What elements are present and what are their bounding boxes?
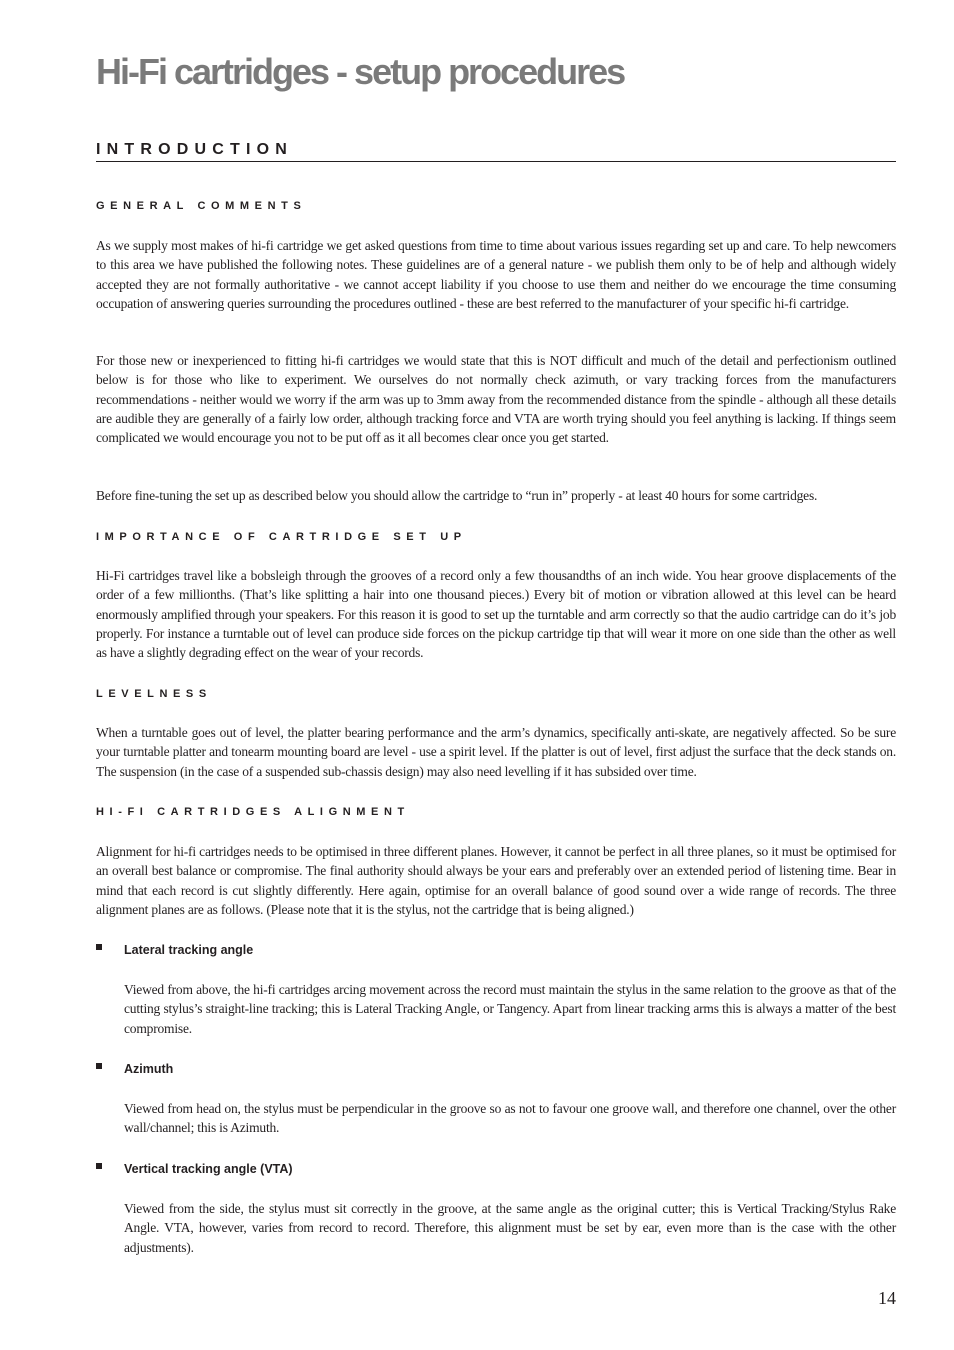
page-number: 14 bbox=[878, 1288, 896, 1308]
subheading-importance-of-setup: IMPORTANCE OF CARTRIDGE SET UP bbox=[96, 531, 467, 543]
bullet-title-vertical-tracking-angle: Vertical tracking angle (VTA) bbox=[124, 1162, 293, 1176]
alignment-paragraph: Alignment for hi-fi cartridges needs to be optimised in three different planes. However, it cannot be perfect in all three planes, so it must be optimised for an overall best balance or compromise. The final authority should always be your ears and preferably over an extended period of listening time. Bear in mind that each record is cut slightly differently. Here again, optimise for an overall balance of good sound over a wide range of records. The three alignment planes are as follows. (Please note that it is the stylus, not the cartridge that is being aligned.) bbox=[96, 844, 896, 917]
levelness-paragraph: When a turntable goes out of level, the platter bearing performance and the arm’s dynamics, specifically anti-skate, are negatively affected. So be sure your turntable platter and tonearm mounting board are level - use a spirit level. If the platter is out of level, first adjust the surface that the deck stands on. The suspension (in the case of a suspended sub-chassis design) may also need levelling if it has subsided over time. bbox=[96, 725, 896, 779]
bullet-square-icon bbox=[96, 944, 102, 950]
page-title: Hi-Fi cartridges - setup procedures bbox=[96, 51, 625, 92]
section-heading-introduction: INTRODUCTION bbox=[96, 140, 896, 162]
subheading-general-comments: GENERAL COMMENTS bbox=[96, 200, 307, 212]
general-comments-paragraph-3: Before fine-tuning the set up as described below you should allow the cartridge to “run in” properly - at least 40 hours for some cartridges. bbox=[96, 488, 818, 503]
subheading-levelness: LEVELNESS bbox=[96, 688, 212, 700]
subheading-alignment: HI-FI CARTRIDGES ALIGNMENT bbox=[96, 806, 410, 818]
bullet-title-azimuth: Azimuth bbox=[124, 1062, 174, 1076]
bullet-title-lateral-tracking-angle: Lateral tracking angle bbox=[124, 943, 254, 957]
general-comments-paragraph-1: As we supply most makes of hi-fi cartridge we get asked questions from time to time about various issues regarding set up and care. To help newcomers to this area we have published the following notes. These guidelines are of a general nature - we publish them only to be of help and although widely accepted they are not formally authoritative - we cannot accept liability if you choose to use them and neither do we encourage the time consuming occupation of answering queries surrounding the procedures outlined - these are best referred to the manufacturer of your specific hi-fi cartridge. bbox=[96, 238, 896, 311]
bullet-square-icon bbox=[96, 1063, 102, 1069]
bullet-square-icon bbox=[96, 1163, 102, 1169]
bullet-text-vertical-tracking-angle: Viewed from the side, the stylus must sit correctly in the groove, at the same angle as the original cutter; this is Vertical Tracking/Stylus Rake Angle. VTA, however, varies from record to record. Therefore, this alignment must be set by ear, even more than is the case with the other adjustments). bbox=[124, 1201, 896, 1255]
general-comments-paragraph-2: For those new or inexperienced to fitting hi-fi cartridges we would state that this is NOT difficult and much of the detail and perfectionism outlined below is for those who like to experiment. We ourselves do not normally check azimuth, or vary tracking forces from the manufacturers recommendations - neither would we worry if the arm was up to 3mm away from the recommended distance from the spindle - although all these details are audible they are generally of a fairly low order, although tracking force and VTA are worth trying should you feel anything is lacking. If things seem complicated we would encourage you not to be put off as it all becomes clear once you get started. bbox=[96, 353, 896, 446]
importance-paragraph: Hi-Fi cartridges travel like a bobsleigh through the grooves of a record only a few thousandths of an inch wide. You hear groove displacements of the order of a few millionths. (That’s like splitting a hair into one thousand pieces.) Every bit of motion or vibration allowed at this level can be heard enormously amplified through your speakers. For this reason it is good to set up the turntable and arm correctly so that the audio cartridge can do it’s job properly. For instance a turntable out of level can produce side forces on the pickup cartridge tip that will wear it more on one side than the other as well as have a slightly degrading effect on the wear of your records. bbox=[96, 568, 896, 661]
bullet-text-lateral-tracking-angle: Viewed from above, the hi-fi cartridges arcing movement across the record must maintain the stylus in the same relation to the groove as that of the cutting stylus’s straight-line tracking; this is Lateral Tracking Angle, or Tangency. Apart from linear tracking arms this is always a matter of the best compromise. bbox=[124, 982, 896, 1036]
bullet-text-azimuth: Viewed from head on, the stylus must be perpendicular in the groove so as not to favour one groove wall, and therefore one channel, over the other wall/channel; this is Azimuth. bbox=[124, 1101, 896, 1136]
